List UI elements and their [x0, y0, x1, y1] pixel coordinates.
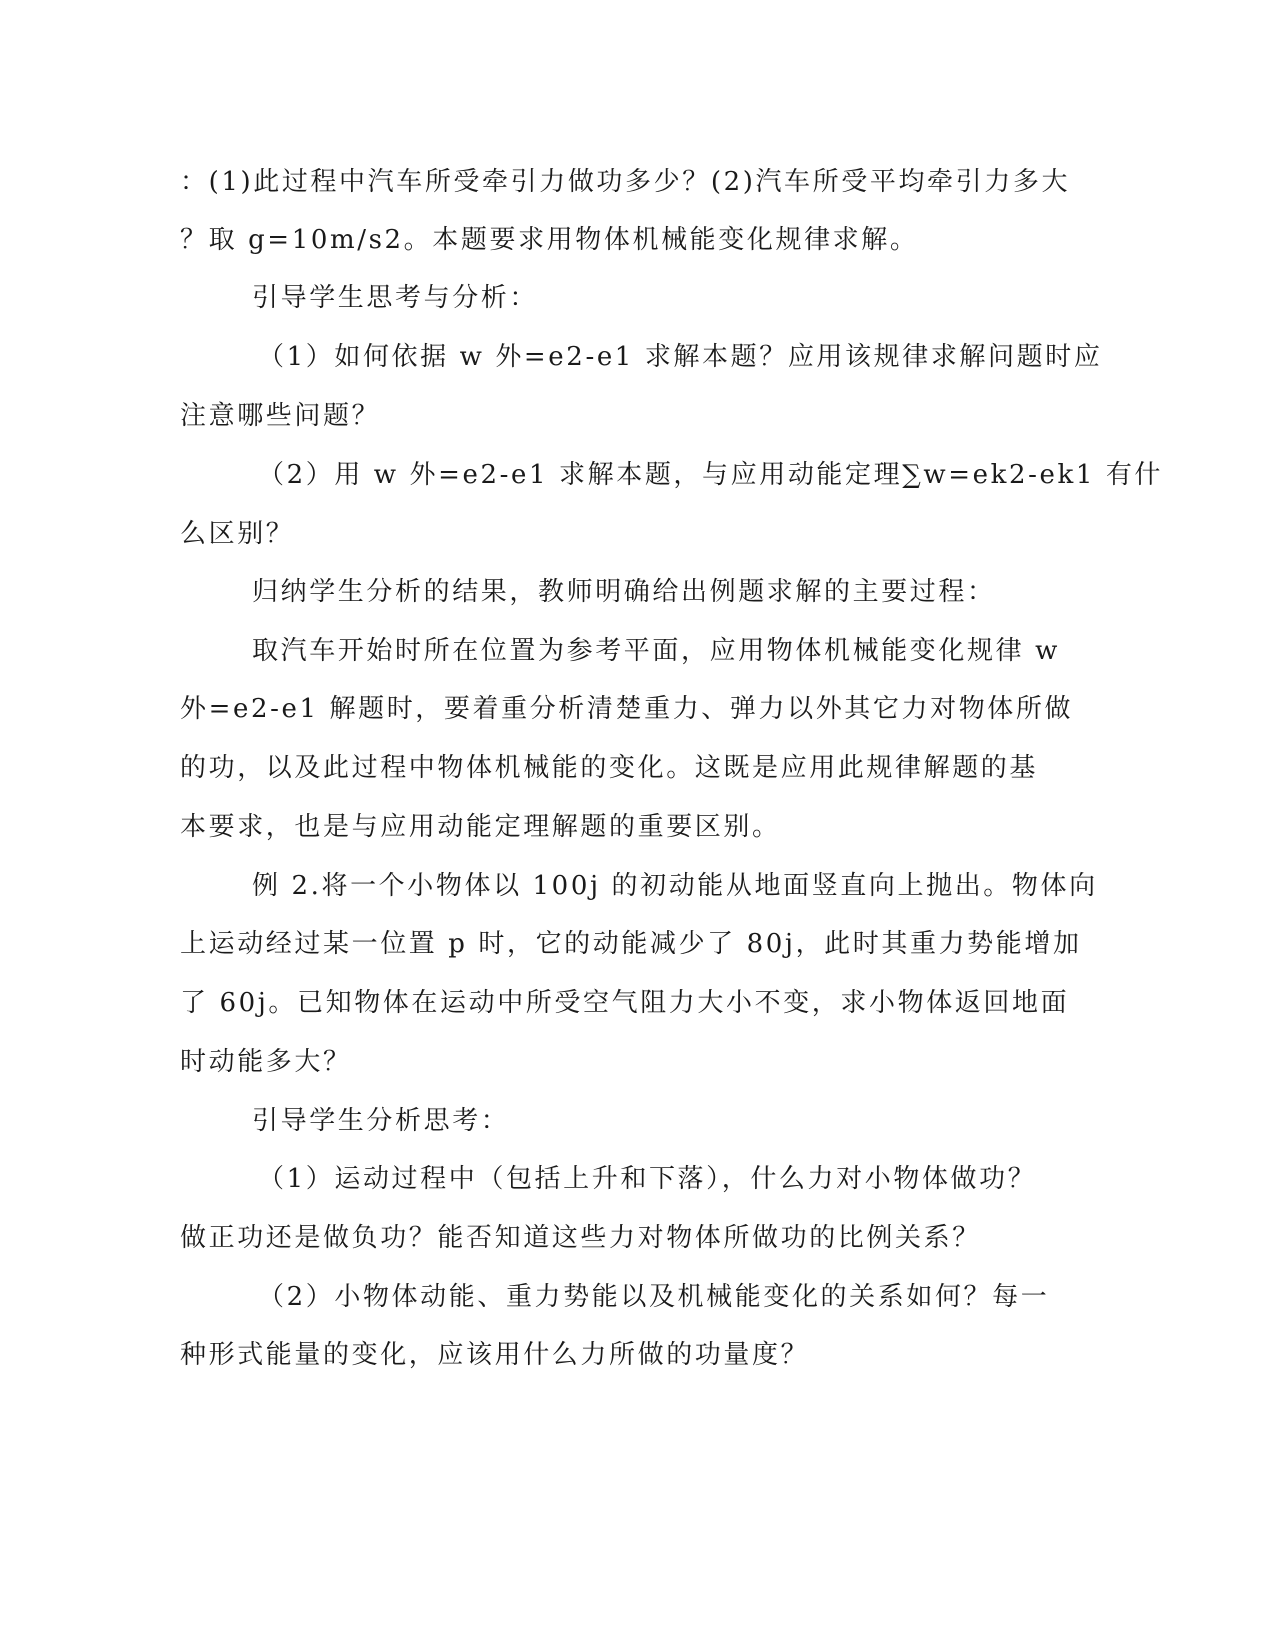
text-line: （2）小物体动能、重力势能以及机械能变化的关系如何？每一 — [258, 1282, 1050, 1312]
text-line: 引导学生分析思考： — [252, 1106, 510, 1136]
text-line: 引导学生思考与分析： — [252, 283, 539, 313]
text-line: ：(1)此过程中汽车所受牵引力做功多少？(2)汽车所受平均牵引力多大 — [180, 167, 1071, 197]
text-line: 了 60j。已知物体在运动中所受空气阻力大小不变，求小物体返回地面 — [180, 988, 1070, 1018]
text-line: 本要求，也是与应用动能定理解题的重要区别。 — [180, 812, 781, 842]
text-line: （1）如何依据 w 外=e2-e1 求解本题？应用该规律求解问题时应 — [258, 342, 1103, 372]
text-line: 例 2.将一个小物体以 100j 的初动能从地面竖直向上抛出。物体向 — [252, 871, 1098, 901]
text-line: 取汽车开始时所在位置为参考平面，应用物体机械能变化规律 w — [252, 636, 1060, 666]
text-line: 做正功还是做负功？能否知道这些力对物体所做功的比例关系？ — [180, 1223, 981, 1253]
text-line: 归纳学生分析的结果，教师明确给出例题求解的主要过程： — [252, 577, 996, 607]
text-line: 外=e2-e1 解题时，要着重分析清楚重力、弹力以外其它力对物体所做 — [180, 694, 1074, 724]
text-line: 注意哪些问题？ — [180, 401, 381, 431]
text-line: 时动能多大？ — [180, 1047, 352, 1077]
text-line: 上运动经过某一位置 p 时，它的动能减少了 80j，此时其重力势能增加 — [180, 929, 1082, 959]
text-line: 种形式能量的变化，应该用什么力所做的功量度？ — [180, 1340, 810, 1370]
text-line: 的功，以及此过程中物体机械能的变化。这既是应用此规律解题的基 — [180, 753, 1039, 783]
text-line: （1）运动过程中（包括上升和下落），什么力对小物体做功？ — [258, 1164, 1037, 1194]
text-line: 么区别？ — [180, 519, 295, 549]
text-line: （2）用 w 外=e2-e1 求解本题，与应用动能定理∑w=ek2-ek1 有什 — [258, 460, 1164, 490]
text-line: ？取 g=10m/s2。本题要求用物体机械能变化规律求解。 — [180, 225, 919, 255]
